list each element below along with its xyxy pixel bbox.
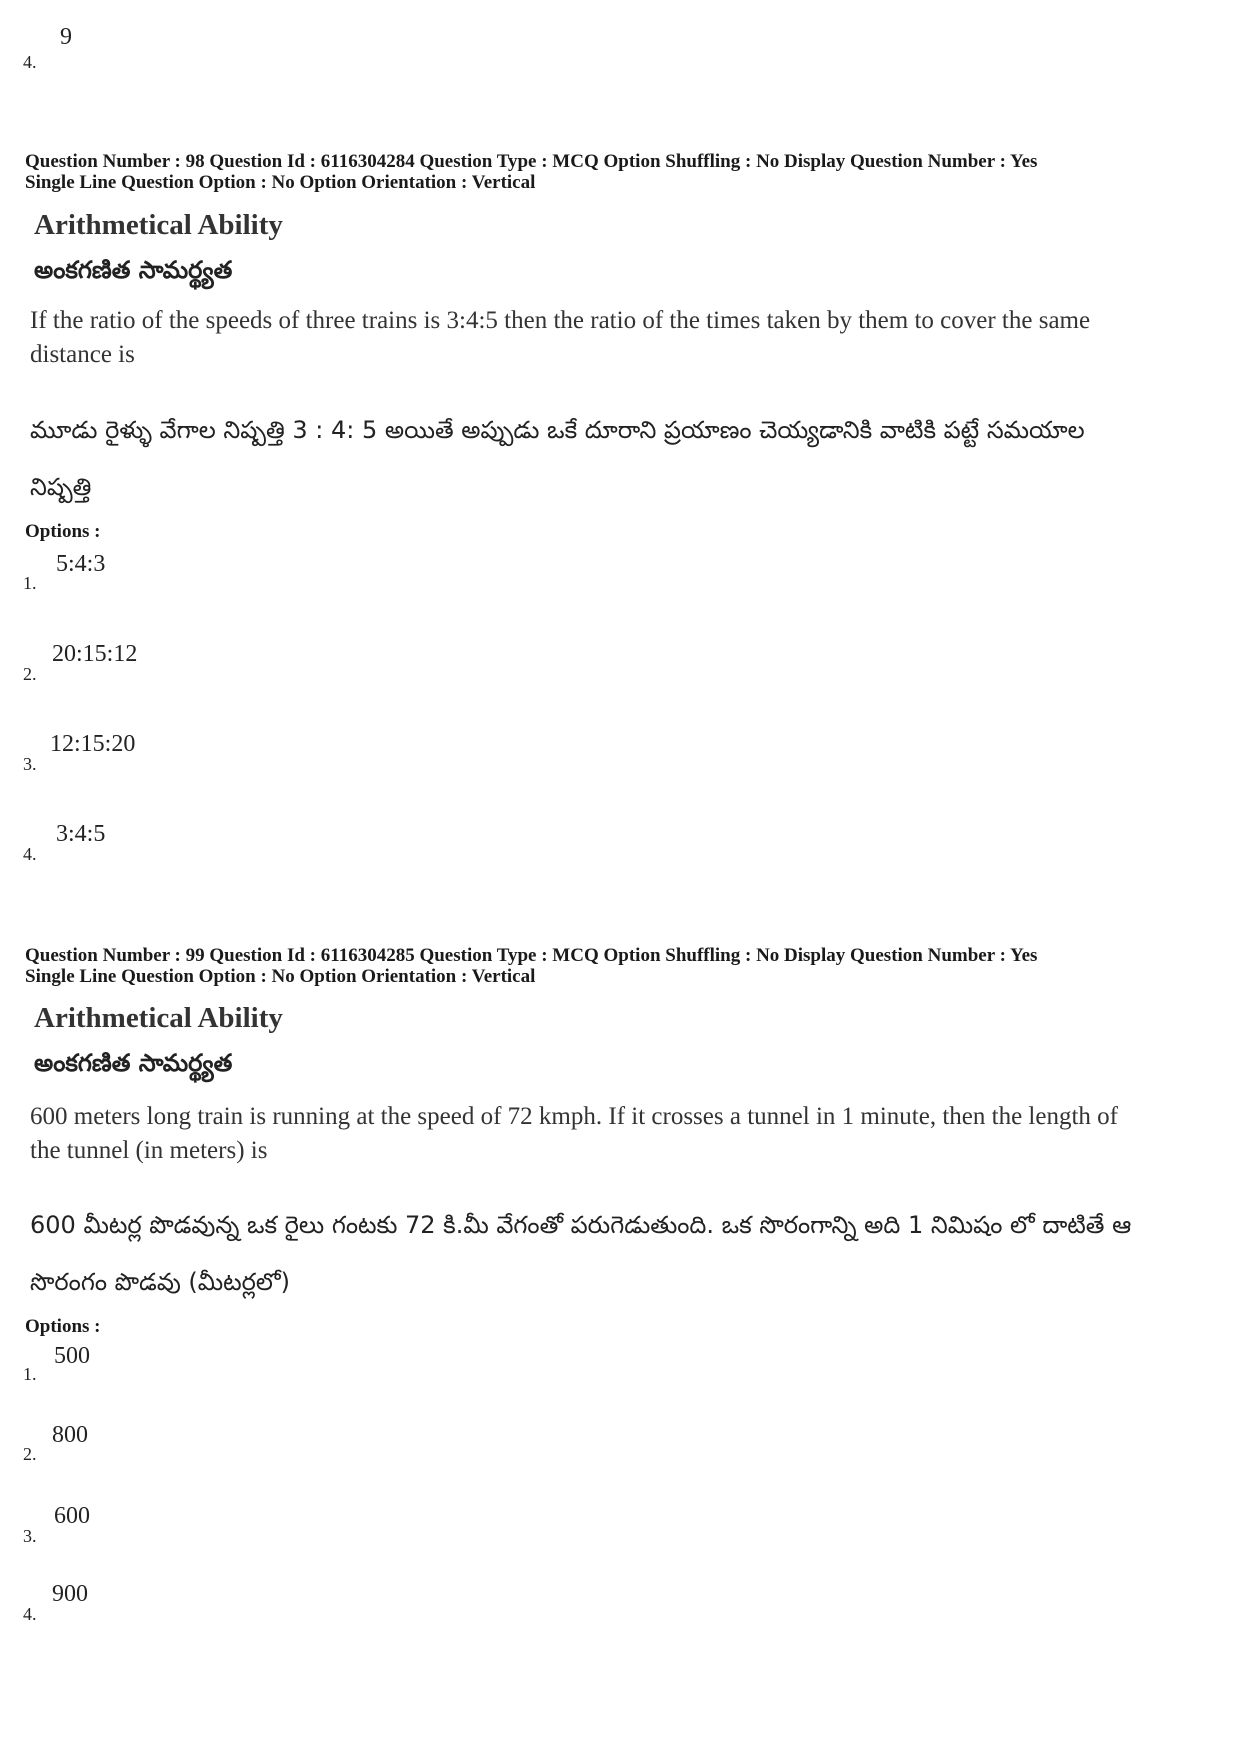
options-label: Options : [25, 521, 101, 542]
question-text-telugu: మూడు రైళ్ళు వేగాల నిష్పత్తి 3 : 4: 5 అయితే అప్పుడు ఒకే దూరాని ప్రయాణం చెయ్యడానికి వాటికి పట్టే సమయాల నిష్పత్తి [30, 416, 1085, 501]
option-value: 12:15:20 [50, 731, 136, 757]
question-text-telugu: 600 మీటర్ల పొడవున్న ఒక రైలు గంటకు 72 కి.మీ వేగంతో పరుగెడుతుంది. ఒక సొరంగాన్ని అది 1 నిమిషం లో దాటితే ఆ సొరంగం పొడవు (మీటర్లలో) [30, 1211, 1132, 1296]
option-value: 600 [54, 1503, 90, 1529]
option-number: 2. [23, 664, 37, 684]
option-number: 1. [23, 1364, 37, 1384]
carryover-option-value: 9 [60, 24, 72, 50]
option-value: 500 [54, 1343, 90, 1369]
option-value: 900 [52, 1581, 88, 1607]
option-value: 3:4:5 [56, 821, 106, 847]
question-text-english: If the ratio of the speeds of three trains is 3:4:5 then the ratio of the times taken by them to cover the same distance is [30, 307, 1091, 368]
question-meta-line-2: Single Line Question Option : No Option Orientation : Vertical [25, 172, 536, 193]
question-meta-line-2: Single Line Question Option : No Option Orientation : Vertical [25, 966, 536, 987]
option-number: 2. [23, 1444, 37, 1464]
option-number: 4. [23, 1604, 37, 1624]
option-number: 3. [23, 754, 37, 774]
option-value: 20:15:12 [52, 641, 138, 667]
option-value: 5:4:3 [56, 551, 106, 577]
question-text-english: 600 meters long train is running at the speed of 72 kmph. If it crosses a tunnel in 1 minute, then the length of the tunnel (in meters) is [30, 1103, 1118, 1164]
question-meta-line-1: Question Number : 99 Question Id : 6116304285 Question Type : MCQ Option Shuffling : No Display Question Number : Yes [25, 945, 1038, 966]
subject-title-english: Arithmetical Ability [34, 1002, 283, 1034]
carryover-option-number: 4. [23, 52, 37, 72]
option-number: 3. [23, 1526, 37, 1546]
options-label: Options : [25, 1316, 101, 1337]
option-number: 1. [23, 573, 37, 593]
question-meta-line-1: Question Number : 98 Question Id : 6116304284 Question Type : MCQ Option Shuffling : No Display Question Number : Yes [25, 151, 1038, 172]
subject-title-telugu: అంకగణిత సామర్థ్యత [34, 256, 233, 284]
subject-title-english: Arithmetical Ability [34, 209, 283, 241]
subject-title-telugu: అంకగణిత సామర్థ్యత [34, 1049, 233, 1077]
option-value: 800 [52, 1422, 88, 1448]
option-number: 4. [23, 844, 37, 864]
